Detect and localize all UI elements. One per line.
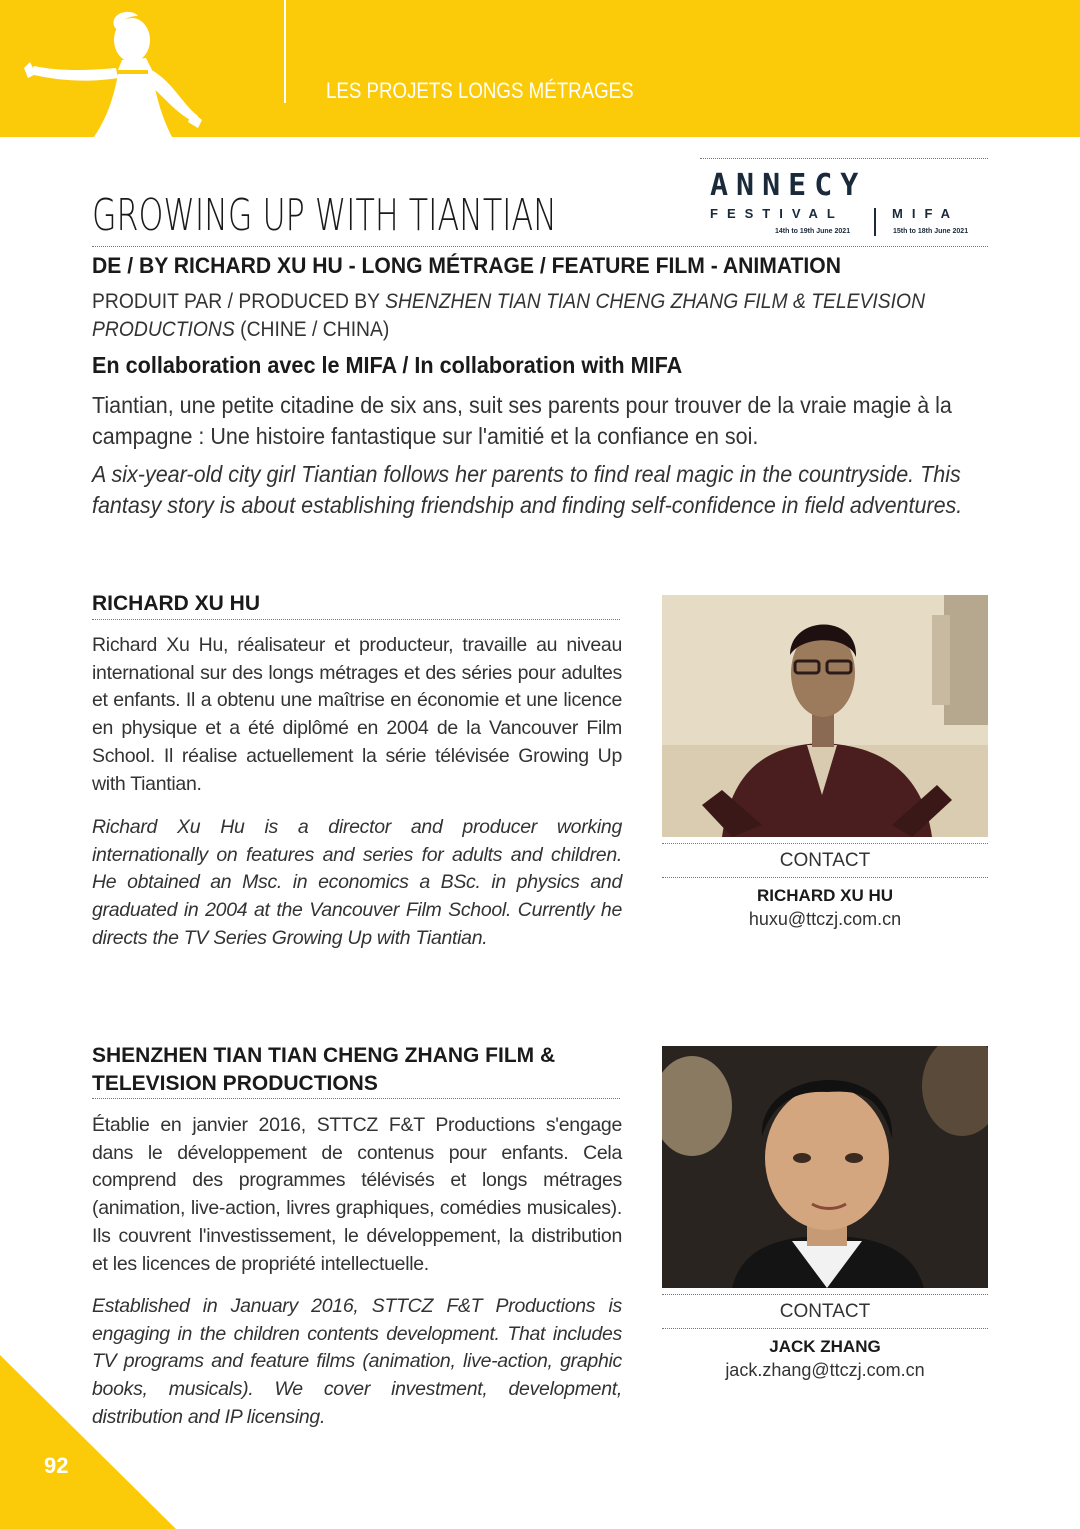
film-byline: DE / BY RICHARD XU HU - LONG MÉTRAGE / FEATURE FILM - ANIMATION [92,253,841,278]
director-contact-divider [662,877,988,878]
producer-contact-name: JACK ZHANG [769,1337,881,1356]
producer-name: SHENZHEN TIAN TIAN CHENG ZHANG FILM & TELEVISION PRODUCTIONS [92,290,926,341]
company-bio-en: Established in January 2016, STTCZ F&T Productions is engaging in the children contents development. That includes TV programs and feature films (animation, live-action, graphic books, musicals). We cover investment, development, distribution and IP licensing. [92,1295,622,1428]
produced-by [92,288,975,344]
director-contact-top-divider [662,843,988,844]
logo-annecy-text: ANNECY [710,168,867,203]
page-corner-triangle [0,1355,180,1529]
section-title: LES PROJETS LONGS MÉTRAGES [326,78,634,103]
producer-country: (CHINE / CHINA) [234,318,390,341]
logo-separator [874,208,876,236]
logo-festival-text: FESTIVAL [710,206,844,221]
logo-mifa-text: MIFA [892,206,960,221]
page-header [0,0,1080,137]
producer-contact-email[interactable]: jack.zhang@ttczj.com.cn [725,1360,925,1380]
film-title: GROWING UP WITH TIANTIAN [92,190,557,241]
director-contact-email[interactable]: huxu@ttczj.com.cn [748,909,902,929]
produced-prefix: PRODUIT PAR / PRODUCED BY [92,290,386,313]
director-photo [662,595,988,837]
company-bio-fr: Établie en janvier 2016, STTCZ F&T Productions s'engage dans le développement de contenus pour enfants. Cela comprend des programmes télévisés et longs métrages (animation, live-action, livres graphiques, comédies musicales). Ils couvrent l'investissement, le développement, la distribution et les licences de propriété intellectuelle. [92,1114,622,1275]
synopsis-fr: Tiantian, une petite citadine de six ans, suit ses parents pour trouver de la vraie magie à la campagne : Une histoire fantastique sur l'amitié et la confiance en soi. [92,392,952,449]
producer-photo [662,1046,988,1288]
dancer-figure-icon [22,8,212,137]
logo-festival-dates: 14th to 19th June 2021 [775,228,851,235]
director-contact-label: CONTACT [779,850,871,871]
company-heading: SHENZHEN TIAN TIAN CHENG ZHANG FILM & TELEVISION PRODUCTIONS [92,1044,556,1095]
page-number: 92 [44,1453,69,1478]
director-contact-name: RICHARD XU HU [757,886,893,905]
producer-contact-top-divider [662,1294,988,1295]
director-bio-fr: Richard Xu Hu, réalisateur et producteur, travaille au niveau international sur des longs métrages et des séries pour adultes et enfants. Il a obtenu une maîtrise en économie et une licence en physique et a été diplômé en 2004 de la Vancouver Film School. Il réalise actuellement la série télévisée Growing Up with Tiantian. [92,634,622,795]
company-divider [92,1098,620,1099]
logo-mifa-dates: 15th to 18th June 2021 [893,228,969,235]
director-heading: RICHARD XU HU [92,592,260,615]
logo-top-divider [700,158,988,159]
collaboration-note: En collaboration avec le MIFA / In collaboration with MIFA [92,352,683,378]
director-bio-en: Richard Xu Hu is a director and producer working internationally on features and series for adults and children. He obtained an Msc. in economics a BSc. in physics and graduated in 2004 at the Vancouver Film School. Currently he directs the TV Series Growing Up with Tiantian. [92,816,622,949]
synopsis-en: A six-year-old city girl Tiantian follows her parents to find real magic in the countryside. This fantasy story is about establishing friendship and finding self-confidence in field adventures. [92,461,963,518]
director-divider [92,619,620,620]
producer-contact-label: CONTACT [779,1301,871,1322]
title-divider [92,246,988,247]
header-divider [284,0,286,103]
producer-contact-divider [662,1328,988,1329]
annecy-festival-logo [700,168,988,240]
